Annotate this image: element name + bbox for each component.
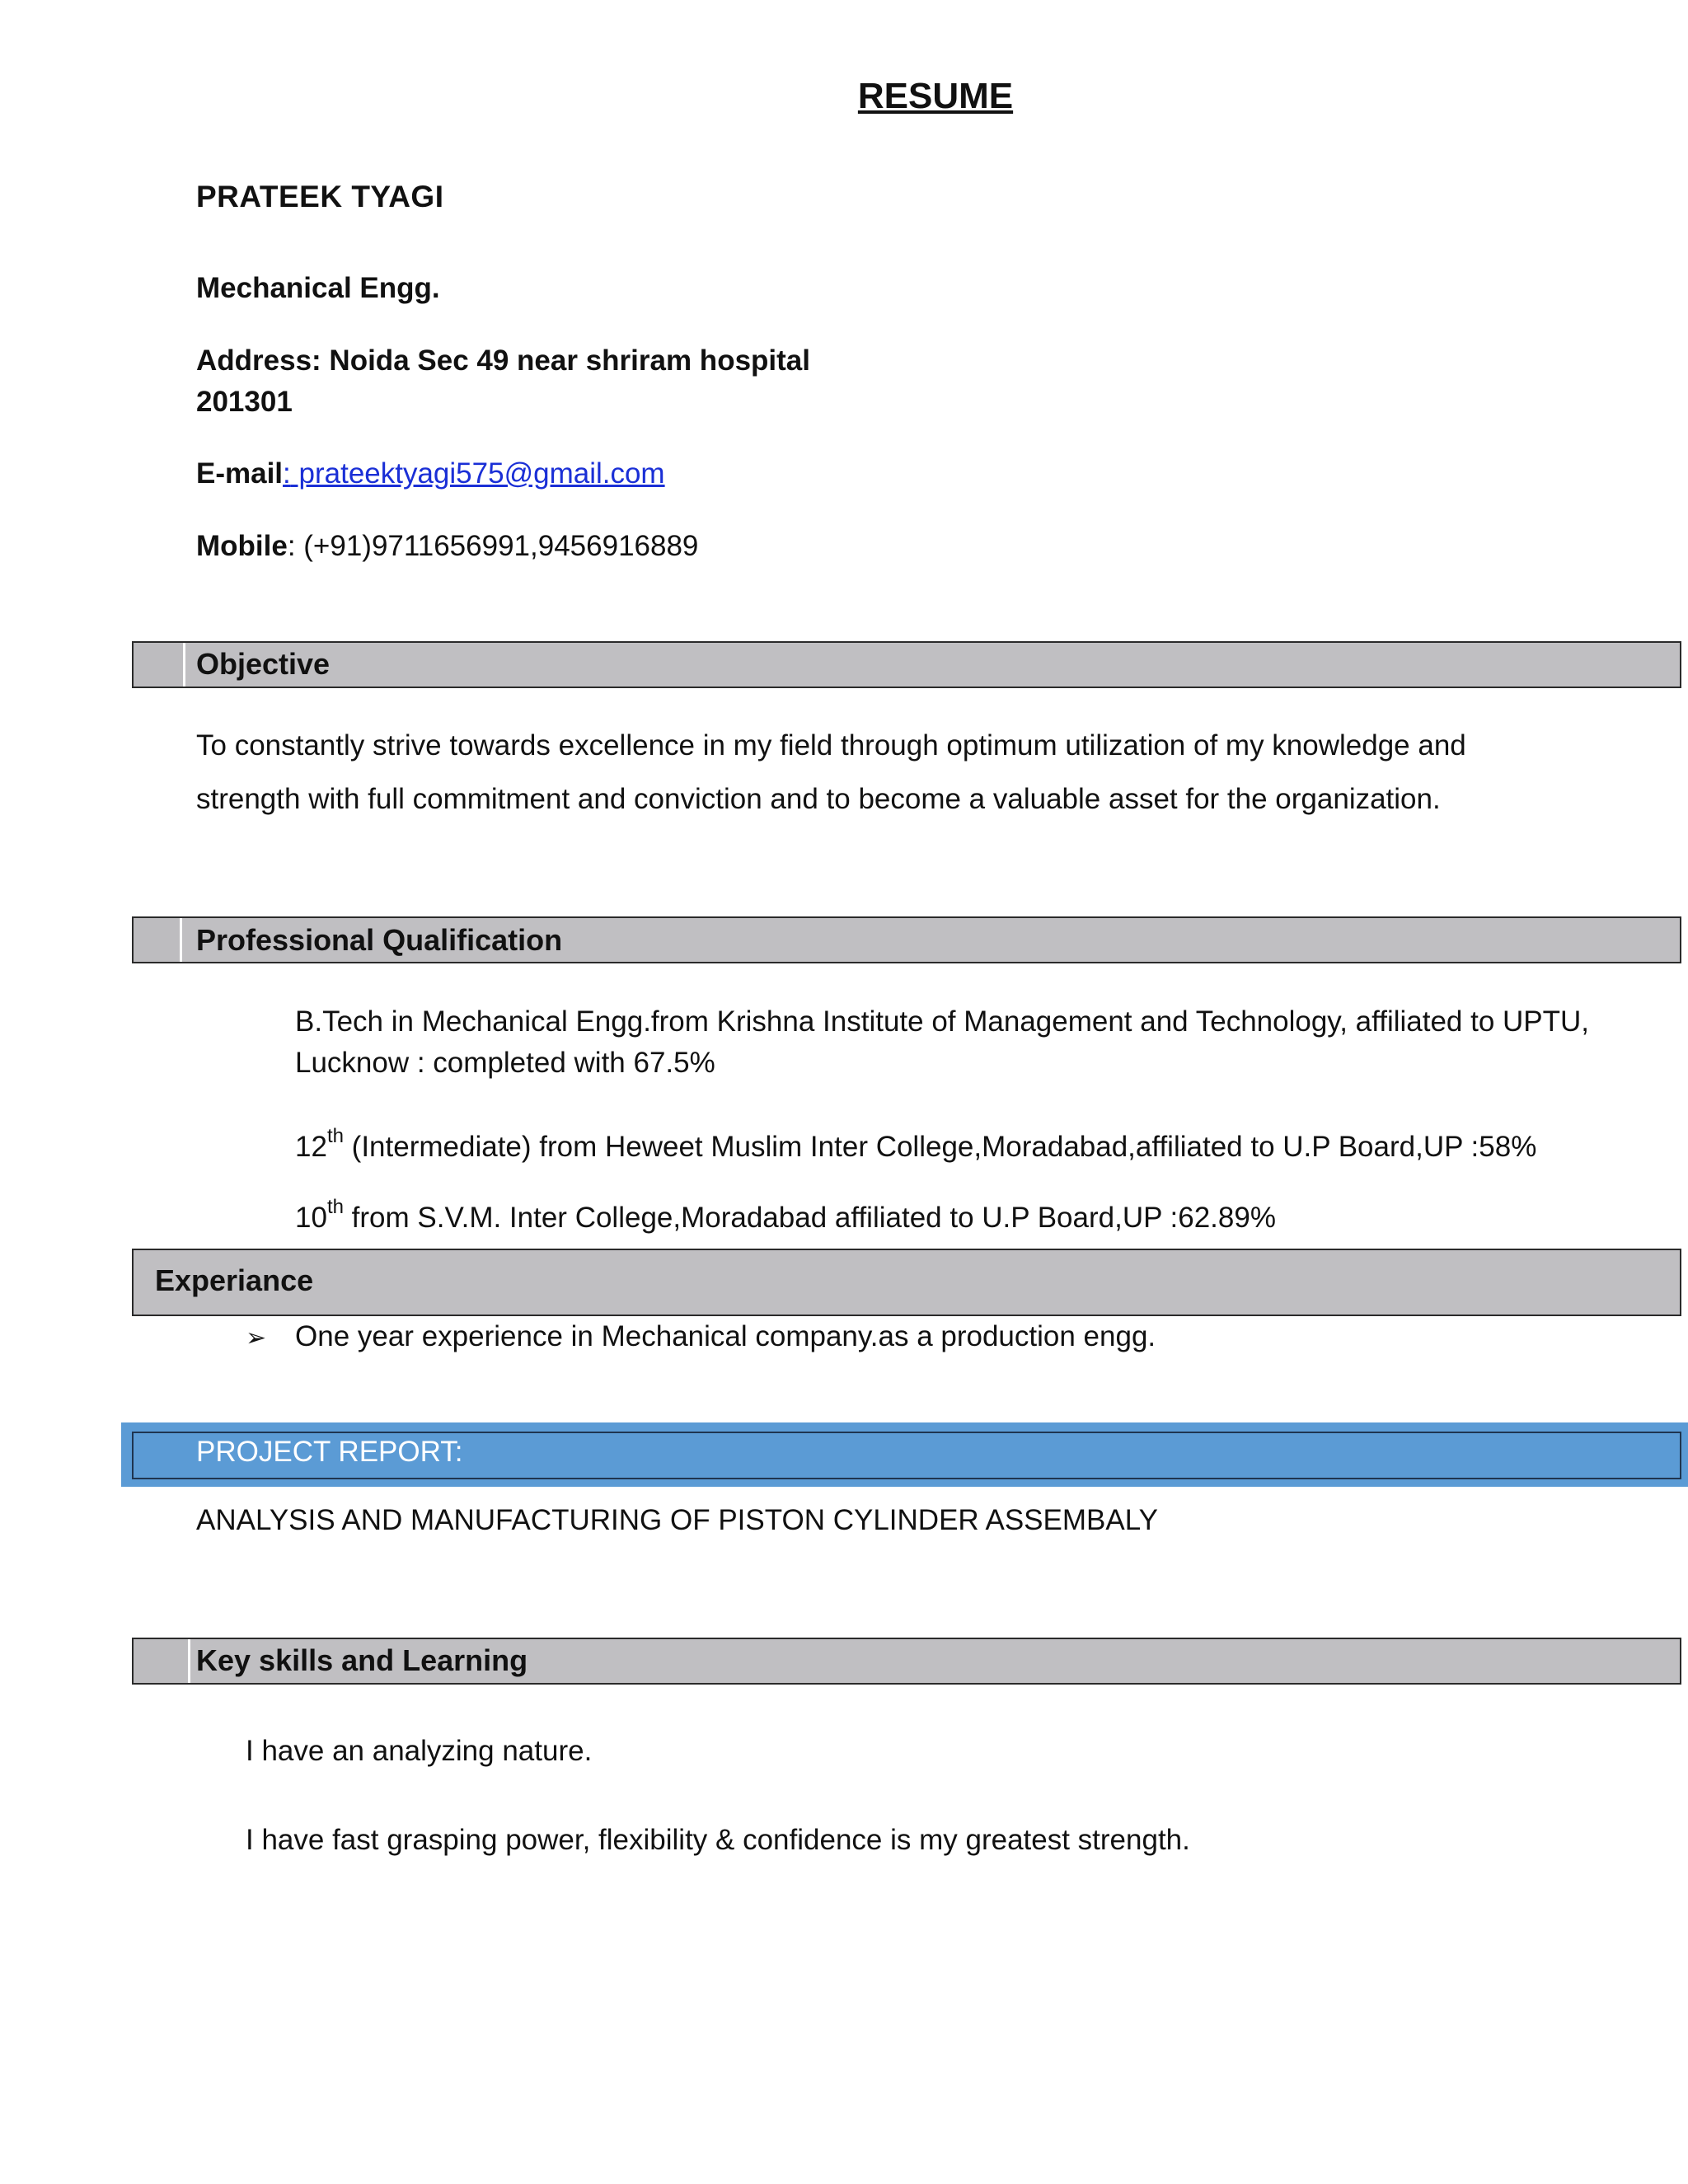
twelfth-superscript: th (326, 1125, 344, 1148)
btech-line-1: B.Tech in Mechanical Engg.from Krishna Institute of Management and Technology, affiliated to UPTU, (295, 1005, 1590, 1038)
project-heading: PROJECT REPORT: (196, 1436, 463, 1468)
objective-heading: Objective (196, 647, 331, 681)
degree: Mechanical Engg. (196, 272, 440, 304)
qualification-heading: Professional Qualification (196, 923, 563, 957)
tenth-qualification (295, 1196, 1276, 1235)
experience-item-text: One year experience in Mechanical company.as a production engg. (295, 1320, 1156, 1352)
tenth-number: 10 (295, 1202, 327, 1234)
page-title: RESUME (857, 76, 1014, 116)
skills-section-tab (134, 1639, 190, 1683)
skill-item-2: I have fast grasping power, flexibility & confidence is my greatest strength. (246, 1824, 1190, 1856)
twelfth-qualification (295, 1125, 1537, 1164)
address-line-2: 201301 (196, 386, 293, 418)
objective-text-line-1: To constantly strive towards excellence in my field through optimum utilization of my knowledge and (196, 729, 1466, 762)
objective-text-line-2: strength with full commitment and conviction and to become a valuable asset for the organization. (196, 783, 1441, 815)
skills-heading: Key skills and Learning (196, 1643, 528, 1677)
address-line-1: Address: Noida Sec 49 near shriram hospital (196, 344, 810, 377)
twelfth-number: 12 (295, 1131, 327, 1163)
email-separator: : (283, 457, 291, 490)
qualification-section-tab (134, 918, 182, 962)
tenth-superscript: th (326, 1196, 344, 1219)
candidate-name: PRATEEK TYAGI (196, 180, 444, 213)
arrow-bullet-icon: ➢ (246, 1324, 267, 1352)
email-label: E-mail (196, 457, 284, 490)
experience-item (246, 1320, 266, 1353)
twelfth-text: (Intermediate) from Heweet Muslim Inter College,Moradabad,affiliated to U.P Board,UP :58% (343, 1131, 1537, 1163)
experience-section-bar (132, 1249, 1681, 1316)
project-title: ANALYSIS AND MANUFACTURING OF PISTON CYLINDER ASSEMBALY (196, 1504, 1158, 1536)
mobile-row (196, 530, 698, 563)
email-row (196, 457, 665, 490)
objective-section-tab (134, 643, 185, 687)
experience-heading: Experiance (155, 1263, 314, 1297)
tenth-text: from S.V.M. Inter College,Moradabad affiliated to U.P Board,UP :62.89% (343, 1202, 1276, 1234)
skill-item-1: I have an analyzing nature. (246, 1735, 593, 1767)
mobile-label: Mobile (196, 530, 288, 562)
objective-section-bar (132, 641, 1681, 688)
mobile-value: : (+91)9711656991,9456916889 (287, 530, 699, 562)
btech-line-2: Lucknow : completed with 67.5% (295, 1047, 715, 1079)
email-link[interactable]: prateektyagi575@gmail.com (290, 457, 665, 490)
